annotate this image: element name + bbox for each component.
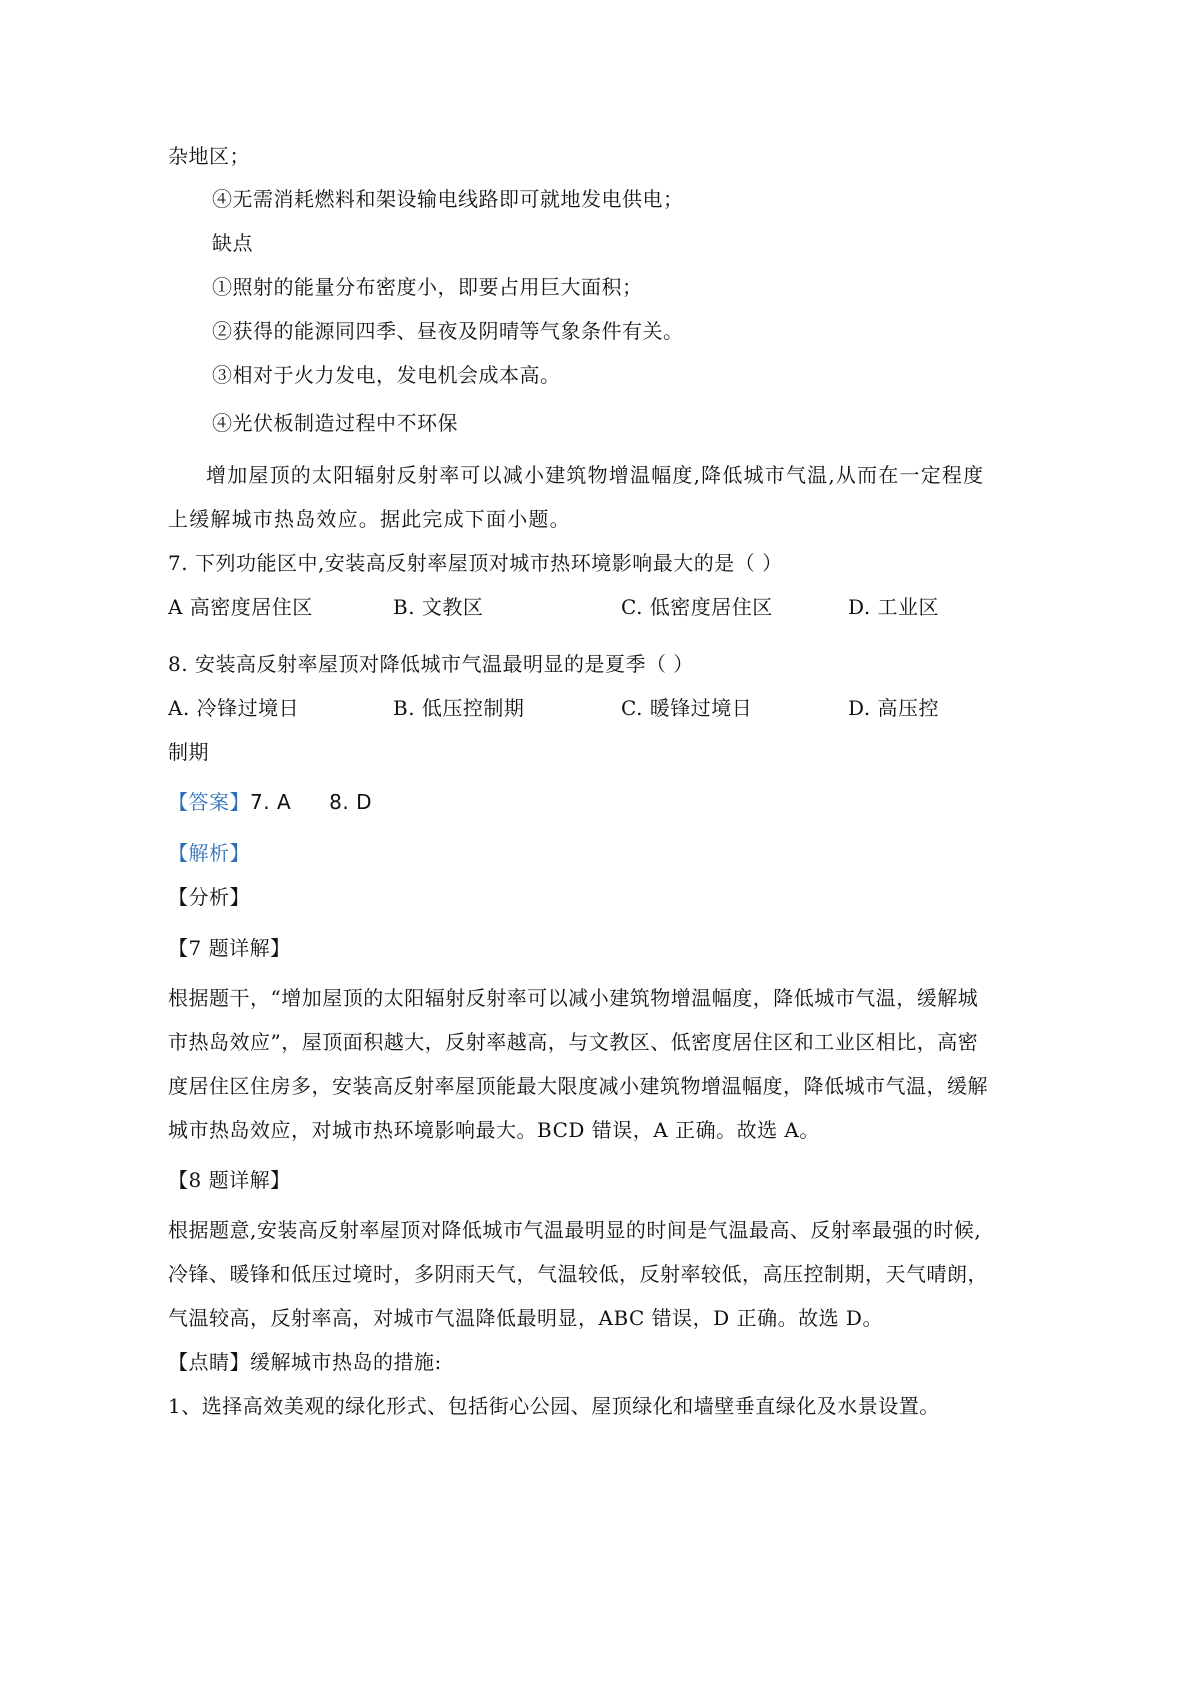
analysis-label: 【解析】	[168, 841, 250, 865]
cons-item-3: ③相对于火力发电，发电机会成本高。	[212, 363, 561, 387]
q8-detail-line-3: 气温较高，反射率高，对城市气温降低最明显，ABC 错误，D 正确。故选 D。	[168, 1306, 883, 1330]
q7-option-d: D. 工业区	[848, 595, 940, 619]
cons-item-4: ④光伏板制造过程中不环保	[212, 411, 458, 435]
dianjing-item-1: 1、选择高效美观的绿化形式、包括街心公园、屋顶绿化和墙壁垂直绿化及水景设置。	[168, 1394, 940, 1418]
answer-8: 8. D	[329, 790, 372, 814]
q8-option-d: D. 高压控	[848, 696, 940, 720]
cons-heading: 缺点	[212, 231, 253, 255]
cons-item-1: ①照射的能量分布密度小，即要占用巨大面积；	[212, 275, 643, 299]
pros-continuation-line: 杂地区；	[168, 144, 250, 168]
q7-detail-line-1: 根据题干，“增加屋顶的太阳辐射反射率可以减小建筑物增温幅度，降低城市气温，缓解城	[168, 986, 979, 1010]
q7-option-b: B. 文教区	[393, 595, 484, 619]
q7-option-a: A 高密度居住区	[168, 595, 313, 619]
q8-detail-heading: 【8 题详解】	[168, 1168, 291, 1192]
q7-detail-line-2: 市热岛效应”，屋顶面积越大，反射率越高，与文教区、低密度居住区和工业区相比，高密	[168, 1030, 979, 1054]
q8-option-a: A. 冷锋过境日	[168, 696, 300, 720]
passage-line-1: 增加屋顶的太阳辐射反射率可以减小建筑物增温幅度,降低城市气温,从而在一定程度	[206, 463, 985, 487]
q7-detail-heading: 【7 题详解】	[168, 936, 291, 960]
q7-detail-line-3: 度居住区住房多，安装高反射率屋顶能最大限度减小建筑物增温幅度，降低城市气温，缓解	[168, 1074, 988, 1098]
q8-option-c: C. 暖锋过境日	[621, 696, 753, 720]
answer-label: 【答案】	[168, 790, 250, 814]
q8-detail-line-2: 冷锋、暖锋和低压过境时，多阴雨天气，气温较低，反射率较低，高压控制期，天气晴朗，	[168, 1262, 988, 1286]
q8-option-d-wrap: 制期	[168, 740, 209, 764]
q8-detail-line-1: 根据题意,安装高反射率屋顶对降低城市气温最明显的时间是气温最高、反射率最强的时候,	[168, 1218, 982, 1242]
q8-option-b: B. 低压控制期	[393, 696, 525, 720]
fenxi-label: 【分析】	[168, 885, 250, 909]
q7-stem: 7. 下列功能区中,安装高反射率屋顶对城市热环境影响最大的是（ ）	[168, 551, 783, 575]
pros-item-4: ④无需消耗燃料和架设输电线路即可就地发电供电；	[212, 187, 684, 211]
cons-item-2: ②获得的能源同四季、昼夜及阴晴等气象条件有关。	[212, 319, 684, 343]
q7-detail-line-4: 城市热岛效应，对城市热环境影响最大。BCD 错误，A 正确。故选 A。	[168, 1118, 820, 1142]
answer-line	[168, 789, 372, 815]
dianjing-line: 【点睛】缓解城市热岛的措施:	[168, 1350, 442, 1374]
q7-option-c: C. 低密度居住区	[621, 595, 773, 619]
q8-stem: 8. 安装高反射率屋顶对降低城市气温最明显的是夏季（ ）	[168, 652, 694, 676]
answer-7: 7. A	[250, 790, 292, 814]
passage-line-2: 上缓解城市热岛效应。据此完成下面小题。	[168, 507, 571, 531]
